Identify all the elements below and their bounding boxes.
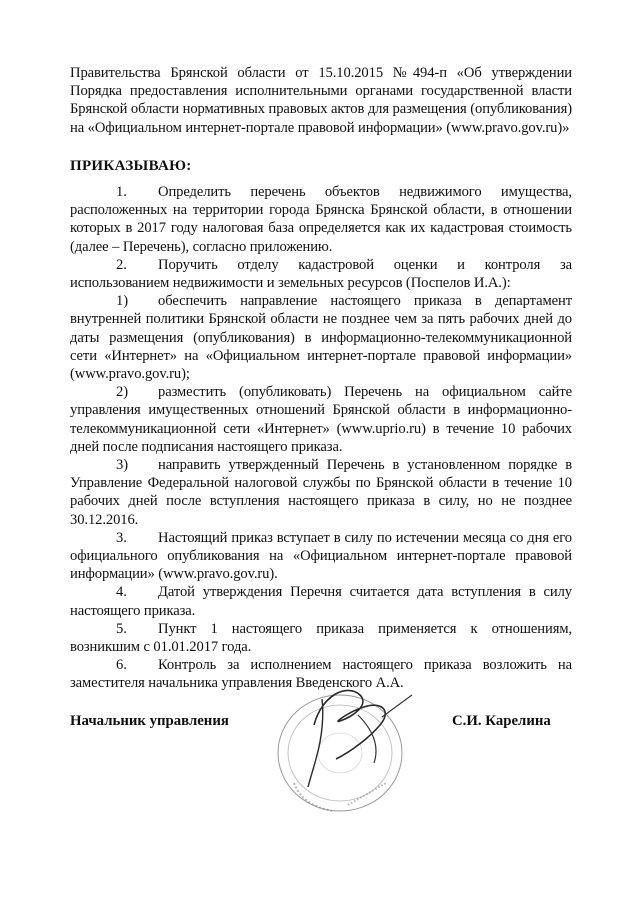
signer-name: С.И. Карелина — [452, 713, 551, 729]
paragraph-number: 1) — [116, 293, 128, 310]
intro-text: Правительства Брянской области от 15.10.2015 №494-п «Об утверждении Порядка предоставления исполнительными органами государственной власти Брянской области нормативных правовых актов для размещения (опубликования) на «Официальном интернет-портале правовой информации» (www.pravo.gov.ru)» — [70, 65, 572, 136]
order-paragraph — [70, 183, 572, 256]
paragraph-number: 6. — [116, 657, 127, 674]
order-heading: ПРИКАЗЫВАЮ: — [70, 158, 192, 174]
paragraph-number: 5. — [116, 620, 127, 637]
paragraph-number: 3) — [116, 457, 128, 474]
paragraph-text: Настоящий приказ вступает в силу по истечении месяца со дня его официального опубликования на «Официальном интернет-портале правовой информации» (www.pravo.gov.ru). — [70, 529, 572, 583]
order-paragraph — [70, 383, 572, 456]
paragraph-number: 3. — [116, 529, 127, 546]
paragraph-text: направить утвержденный Перечень в установленном порядке в Управление Федеральной налоговой службы по Брянской области в течение 10 рабочих дней после вступления настоящего приказа в силу, но не позднее 30.12.2016. — [70, 457, 572, 528]
paragraph-text: Поручить отделу кадастровой оценки и контроля за использованием недвижимости и земельных ресурсов (Поспелов И.А.): — [70, 256, 572, 292]
paragraph-text: Контроль за исполнением настоящего приказа возложить на заместителя начальника управления Введенского А.А. — [70, 657, 572, 692]
paragraph-text: разместить (опубликовать) Перечень на официальном сайте управления имущественных отношений Брянской области в информационно-телекоммуникационной сети «Интернет» (www.uprio.ru) в течение 10 рабочих дней после подписания настоящего приказа. — [70, 384, 572, 455]
official-stamp-with-signature — [262, 655, 442, 815]
paragraph-text: Определить перечень объектов недвижимого имущества, расположенных на территории города Брянска Брянской области, в отношении которых в 2017 году налоговая база определяется как их кадастровая стоимость (далее – Перечень), согласно приложению. — [70, 184, 572, 255]
paragraph-text: обеспечить направление настоящего приказа в департамент внутренней политики Брянской области не позднее чем за пять рабочих дней до даты размещения (опубликования) в информационно-телекоммуникационной сети «Интернет» на «Официальном интернет-портале правовой информации» (www.pravo.gov.ru); — [70, 293, 572, 383]
order-paragraph — [70, 292, 572, 383]
signer-position: Начальник управления — [70, 713, 229, 729]
order-paragraph — [70, 529, 572, 584]
order-paragraph — [70, 256, 572, 292]
paragraph-text: Пункт 1 настоящего приказа применяется к отношениям, возникшим с 01.01.2017 года. — [70, 620, 572, 656]
order-body — [70, 183, 572, 693]
stamp-signature-graphic — [262, 655, 442, 815]
intro-paragraph — [70, 64, 572, 137]
paragraph-number: 2) — [116, 384, 128, 401]
order-paragraph — [70, 620, 572, 656]
paragraph-number: 2. — [116, 256, 127, 273]
paragraph-text: Датой утверждения Перечня считается дата вступления в силу настоящего приказа. — [70, 584, 572, 619]
paragraph-number: 1. — [116, 184, 127, 200]
order-paragraph — [70, 456, 572, 529]
order-paragraph — [70, 583, 572, 619]
paragraph-number: 4. — [116, 584, 127, 601]
